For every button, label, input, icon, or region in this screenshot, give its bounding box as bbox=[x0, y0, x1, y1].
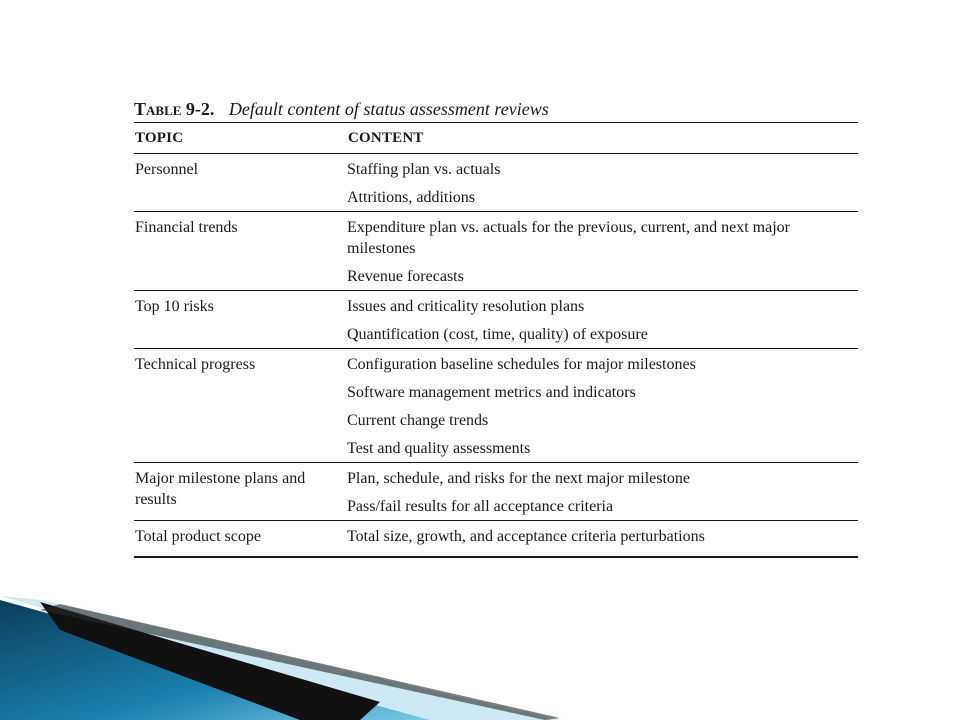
banner-swoosh-graphic bbox=[0, 590, 960, 720]
table-row bbox=[134, 521, 858, 550]
table-body bbox=[134, 154, 858, 550]
content-item: Quantification (cost, time, quality) of exposure bbox=[347, 326, 648, 343]
content-item: Software management metrics and indicators bbox=[347, 384, 636, 401]
decorative-banner bbox=[0, 590, 960, 720]
content-item: Revenue forecasts bbox=[347, 268, 464, 285]
table-row bbox=[134, 463, 858, 520]
table-row bbox=[134, 212, 858, 290]
topic-cell: Total product scope bbox=[135, 528, 261, 545]
content-cell bbox=[347, 526, 858, 547]
topic-cell: Top 10 risks bbox=[135, 298, 214, 315]
table-title: Default content of status assessment reviews bbox=[228, 99, 549, 119]
content-item: Test and quality assessments bbox=[347, 440, 531, 457]
topic-cell: Technical progress bbox=[135, 356, 256, 373]
header-topic: TOPIC bbox=[135, 129, 184, 146]
table-row bbox=[134, 349, 858, 462]
content-cell bbox=[347, 296, 858, 345]
content-item: Expenditure plan vs. actuals for the previous, current, and next major milestones bbox=[347, 219, 790, 257]
content-item: Plan, schedule, and risks for the next major milestone bbox=[347, 470, 691, 487]
content-item: Pass/fail results for all acceptance criteria bbox=[347, 498, 614, 515]
content-item: Attritions, additions bbox=[347, 189, 475, 206]
table-row bbox=[134, 291, 858, 348]
bottom-rule bbox=[134, 556, 858, 558]
content-cell bbox=[347, 468, 858, 517]
content-cell bbox=[347, 159, 858, 208]
header-content: CONTENT bbox=[348, 129, 424, 146]
table-row bbox=[134, 154, 858, 211]
status-review-table bbox=[134, 96, 858, 558]
table-header bbox=[134, 123, 858, 153]
topic-cell: Financial trends bbox=[135, 219, 238, 236]
content-item: Configuration baseline schedules for major milestones bbox=[347, 356, 696, 373]
content-cell bbox=[347, 217, 858, 287]
topic-cell: Major milestone plans and results bbox=[135, 470, 306, 508]
table-number: Table 9-2. bbox=[134, 99, 215, 119]
topic-cell: Personnel bbox=[135, 161, 199, 178]
content-item: Current change trends bbox=[347, 412, 489, 429]
content-item: Total size, growth, and acceptance criteria perturbations bbox=[347, 528, 705, 545]
content-item: Staffing plan vs. actuals bbox=[347, 161, 501, 178]
content-cell bbox=[347, 354, 858, 459]
table-caption bbox=[134, 96, 858, 122]
content-item: Issues and criticality resolution plans bbox=[347, 298, 585, 315]
